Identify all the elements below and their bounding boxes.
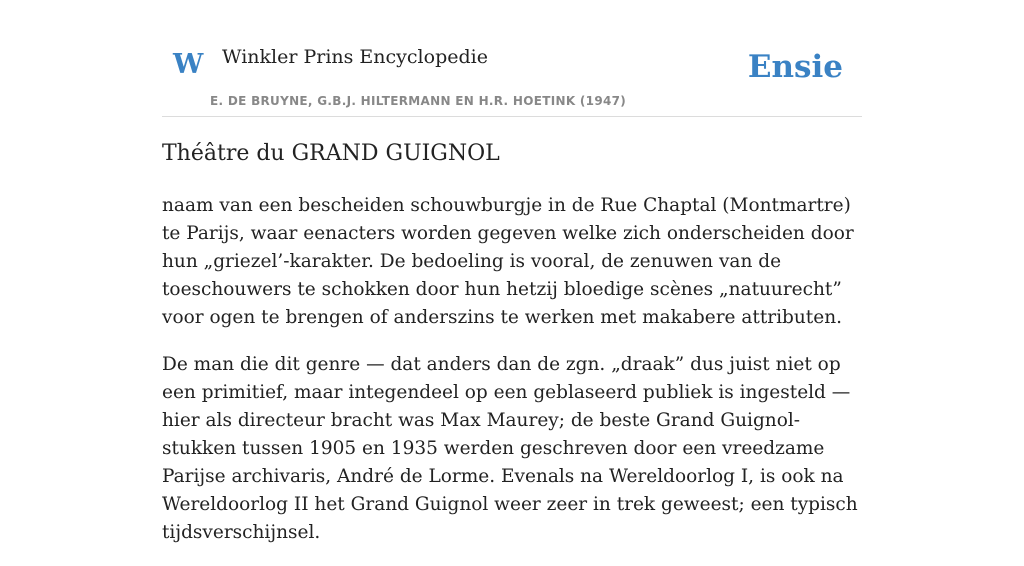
- article-paragraph: De man die dit genre — dat anders dan de zgn. „draak” dus juist niet op een primitief, maar integendeel op een geblaseerd publiek is ingesteld — hier als directeur bracht was Max Maurey; de beste Grand Guignol-stukken tussen 1905 en 1935 werden geschreven door een vreedzame Parijse archivaris, André de Lorme. Evenals na Wereldoorlog I, is ook na Wereldoorlog II het Grand Guignol weer zeer in trek geweest; een typisch tijdsverschijnsel.: [162, 354, 858, 543]
- source-authors: E. DE BRUYNE, G.B.J. HILTERMANN EN H.R. HOETINK (1947): [210, 94, 627, 108]
- article-title: Théâtre du GRAND GUIGNOL: [162, 141, 500, 166]
- ensie-brand-logo[interactable]: Ensie: [747, 49, 843, 85]
- article-paragraph: naam van een bescheiden schouwburgje in de Rue Chaptal (Montmartre) te Parijs, waar eenacters worden gegeven welke zich onderscheiden door hun „griezel’-karakter. De bedoeling is vooral, de zenuwen van de toeschouwers te schokken door hun hetzij bloedige scènes „natuurecht” voor ogen te brengen of anderszins te werken met makabere attributen.: [162, 195, 854, 328]
- site-header: [162, 0, 862, 117]
- article-body: [162, 192, 862, 566]
- page: [162, 0, 862, 543]
- site-title-link[interactable]: Winkler Prins Encyclopedie: [222, 46, 488, 68]
- winkler-prins-logo-icon[interactable]: W: [173, 49, 204, 80]
